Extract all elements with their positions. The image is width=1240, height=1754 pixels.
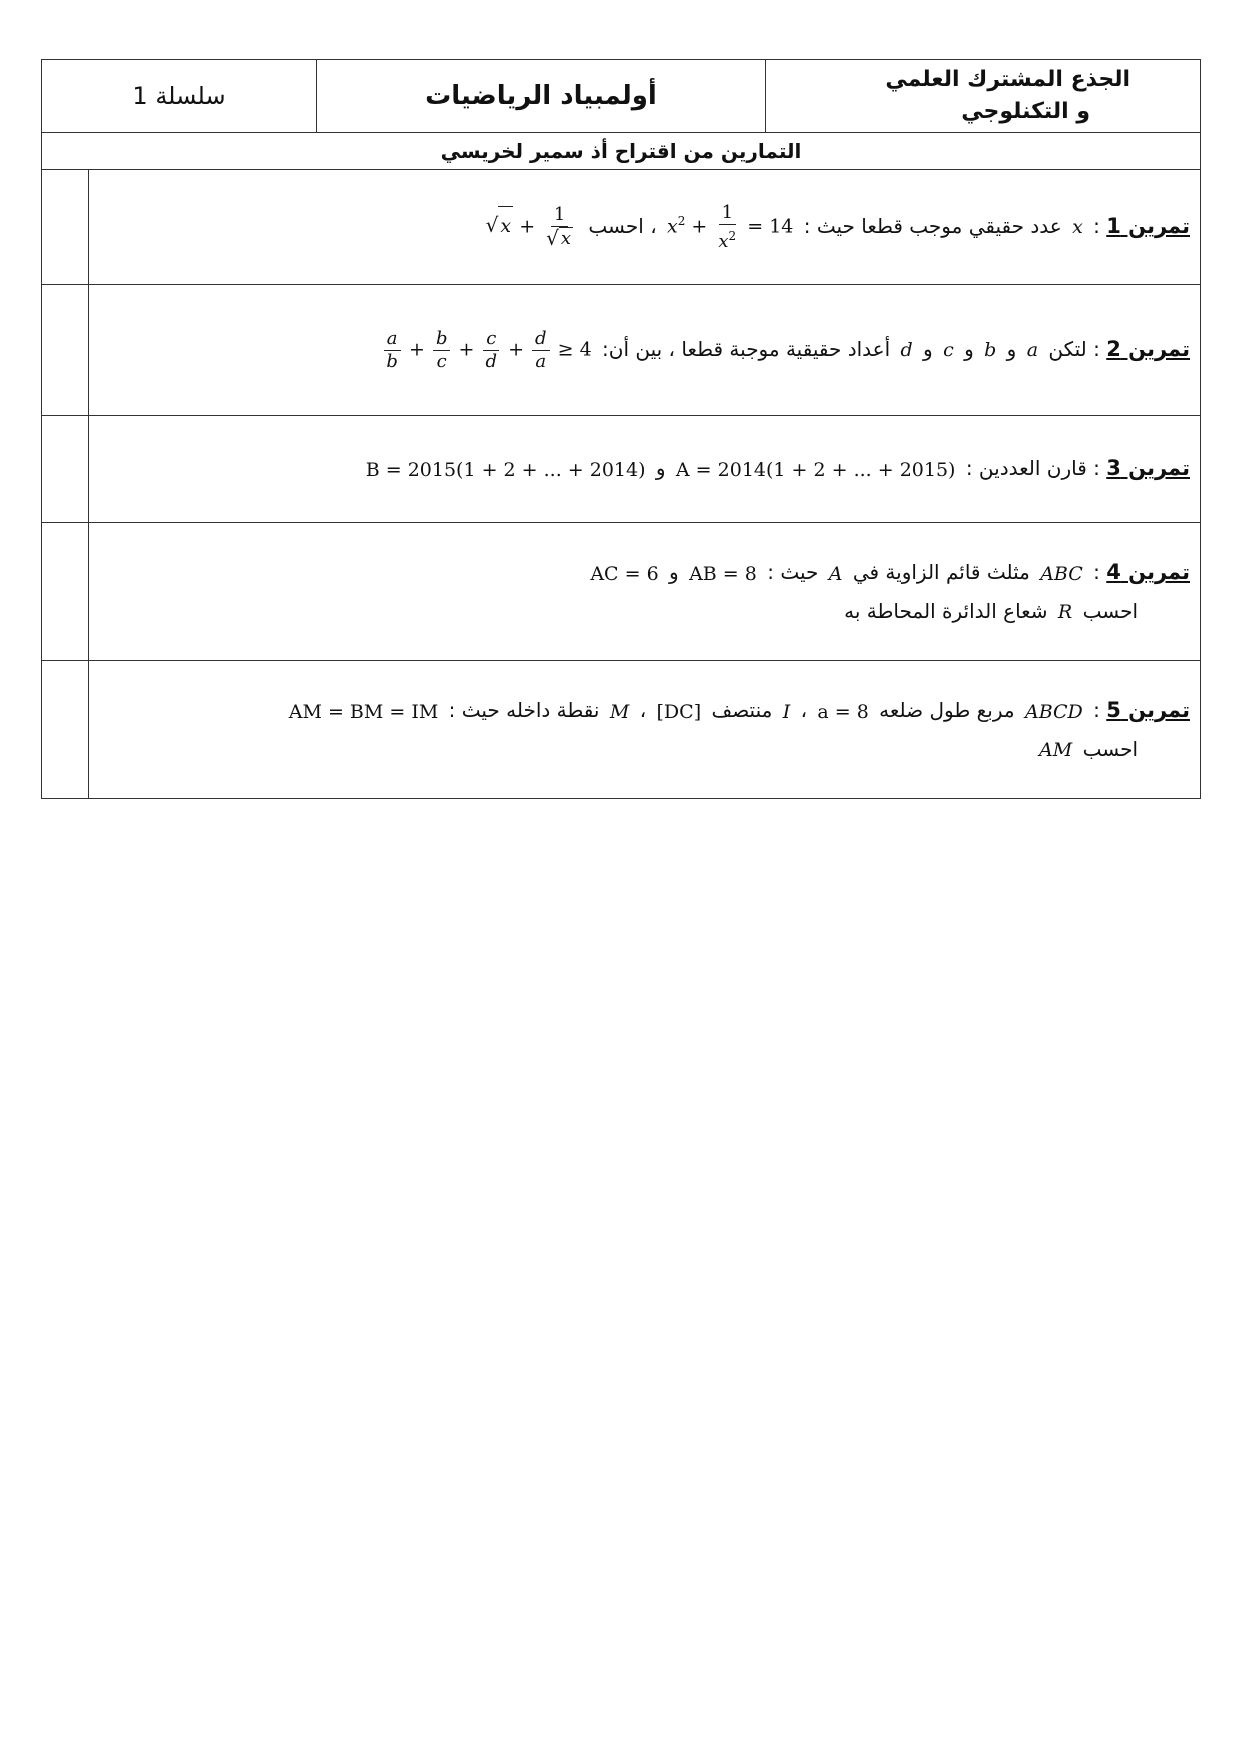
level-line-1: الجذع المشترك العلمي	[885, 67, 1130, 92]
exercise-5-text-b: منتصف	[711, 698, 773, 722]
sqrt-x	[486, 206, 513, 245]
var-d: d	[900, 339, 913, 361]
inequality	[381, 328, 591, 373]
exercise-2-label: تمرين 2	[1106, 336, 1190, 361]
and-word: و	[964, 336, 974, 361]
calc-den-body: x	[560, 227, 572, 249]
compute-word: احسب	[1082, 736, 1138, 761]
margin-cell	[42, 661, 89, 799]
eq-num: 1	[719, 202, 736, 225]
series-cell	[42, 60, 317, 133]
frac-num: c	[483, 328, 499, 351]
proposal-row	[42, 133, 1201, 170]
calc-den	[543, 227, 576, 251]
exercise-5-text-c: نقطة داخله حيث :	[448, 698, 600, 722]
eq-fraction	[715, 202, 739, 253]
margin-cell	[42, 523, 89, 661]
radius-var: R	[1057, 601, 1073, 623]
radical-icon: √	[485, 213, 499, 237]
colon: :	[1093, 456, 1100, 481]
square-name: ABCD	[1024, 700, 1083, 723]
exercise-3	[89, 416, 1201, 523]
exercise-4-question: شعاع الدائرة المحاطة به	[844, 598, 1048, 623]
triangle-name: ABC	[1040, 562, 1083, 585]
exercise-row-5	[42, 661, 1201, 799]
point-m: M	[609, 700, 630, 723]
length-ab: AB = 8	[689, 562, 757, 585]
exercise-4	[89, 523, 1201, 661]
header-row	[42, 60, 1201, 133]
eq-plus: +	[691, 215, 708, 237]
expression-a: A = 2014(1 + 2 + ... + 2015)	[675, 458, 956, 481]
var-a: a	[1026, 339, 1039, 361]
exercise-row-2	[42, 285, 1201, 416]
series-label: سلسلة 1	[132, 82, 226, 110]
fraction-b-c	[433, 328, 451, 373]
colon: :	[1093, 213, 1100, 238]
condition-equality: AM = BM = IM	[288, 700, 439, 723]
exercise-3-text-a: قارن العددين :	[965, 456, 1087, 481]
exercise-5	[89, 661, 1201, 799]
frac-den: b	[386, 350, 398, 372]
eq-rhs: = 14	[747, 215, 794, 237]
calc-fraction	[543, 204, 576, 251]
worksheet	[41, 59, 1201, 799]
frac-den: c	[436, 350, 447, 372]
separator: ،	[800, 698, 808, 722]
exercise-4-text-b: حيث :	[767, 560, 819, 584]
separator: ،	[639, 698, 647, 722]
proposal-text: التمارين من اقتراح أذ سمير لخريسي	[42, 133, 1201, 170]
and-word: و	[923, 336, 933, 361]
midpoint-var: I	[782, 700, 791, 723]
level-line-2: و التكنلوجي	[961, 99, 1090, 124]
var-b: b	[984, 339, 997, 361]
title-cell	[317, 60, 766, 133]
exercise-4-text-a: مثلث قائم الزاوية في	[852, 560, 1030, 584]
radical-icon: √	[546, 225, 559, 250]
page-title: أولمبياد الرياضيات	[425, 81, 657, 111]
colon: :	[1093, 336, 1100, 361]
colon: :	[1093, 698, 1100, 722]
length-ac: AC = 6	[590, 562, 659, 585]
worksheet-table	[41, 59, 1201, 799]
eq-x: x	[667, 215, 678, 237]
exercise-row-1	[42, 170, 1201, 285]
exercise-2	[89, 285, 1201, 416]
plus-sign: +	[508, 338, 524, 360]
margin-cell	[42, 416, 89, 523]
segment-dc: [DC]	[656, 700, 702, 723]
exercise-1-label: تمرين 1	[1106, 213, 1190, 238]
expression-b: B = 2015(1 + 2 + ... + 2014)	[365, 458, 646, 481]
eq-den-exp: 2	[728, 228, 737, 243]
plus-sign: +	[458, 338, 475, 360]
eq-den-var: x	[718, 230, 729, 252]
level-cell	[766, 60, 1201, 133]
exercise-1-text-b: احسب	[588, 213, 644, 238]
calc-plus: +	[519, 215, 536, 237]
exercise-2-text-b: أعداد حقيقية موجبة قطعا ، بين أن:	[602, 336, 891, 361]
frac-den: d	[485, 350, 498, 372]
calc-num: 1	[551, 204, 568, 227]
exercise-3-label: تمرين 3	[1106, 456, 1190, 481]
frac-den: a	[535, 350, 547, 372]
margin-cell	[42, 170, 89, 285]
fraction-c-d	[482, 328, 500, 373]
frac-num: a	[384, 328, 401, 351]
exercise-1	[89, 170, 1201, 285]
side-length: a = 8	[817, 700, 869, 723]
exercise-2-text-a: لتكن	[1048, 336, 1087, 361]
compute-word: احسب	[1082, 598, 1138, 623]
plus-sign: +	[408, 338, 425, 360]
exercise-4-label: تمرين 4	[1106, 560, 1190, 584]
expression-to-compute	[486, 204, 578, 251]
separator: ،	[650, 213, 657, 238]
fraction-a-b	[383, 328, 401, 373]
exercise-5-text-a: مربع طول ضلعه	[879, 698, 1015, 722]
eq-den	[715, 225, 739, 253]
frac-num: d	[532, 328, 550, 351]
exercise-row-3	[42, 416, 1201, 523]
var-x: x	[1072, 216, 1083, 238]
sqrt-body: x	[498, 206, 513, 245]
and-word: و	[655, 456, 666, 481]
equation-x	[667, 202, 793, 253]
and-word: و	[1006, 336, 1017, 361]
inequality-rhs: ≥ 4	[557, 338, 592, 360]
vertex-a: A	[828, 562, 843, 585]
target-am: AM	[1039, 739, 1073, 761]
exercise-row-4	[42, 523, 1201, 661]
exercise-1-text-a: عدد حقيقي موجب قطعا حيث :	[803, 213, 1062, 238]
frac-num: b	[433, 328, 451, 351]
fraction-d-a	[532, 328, 550, 373]
colon: :	[1093, 560, 1100, 584]
exercise-5-label: تمرين 5	[1106, 698, 1190, 722]
eq-exp: 2	[677, 213, 686, 228]
var-c: c	[943, 339, 954, 361]
margin-cell	[42, 285, 89, 416]
and-word: و	[669, 560, 679, 584]
